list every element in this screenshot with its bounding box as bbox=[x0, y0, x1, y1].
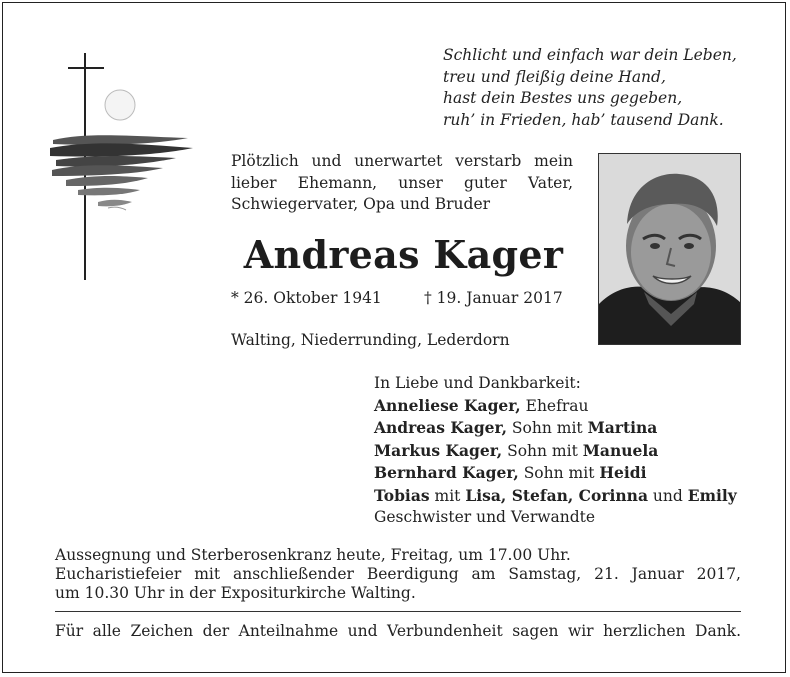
mourner-text: Lisa, Stefan, Corinna bbox=[465, 485, 648, 505]
service-line: um 10.30 Uhr in der Expositurkirche Walting. bbox=[55, 584, 416, 602]
death-date: † 19. Januar 2017 bbox=[424, 289, 563, 307]
poem-line: Schlicht und einfach war dein Leben, bbox=[443, 46, 737, 64]
mourner-text: Heidi bbox=[599, 463, 647, 482]
mourner-text: mit bbox=[429, 486, 466, 505]
mourner-text: und bbox=[648, 486, 688, 505]
places: Walting, Niederrunding, Lederdorn bbox=[231, 331, 510, 349]
obituary-card bbox=[2, 2, 786, 673]
mourner-text: Ehefrau bbox=[520, 396, 589, 415]
mourner-line bbox=[374, 507, 744, 529]
mourner-line bbox=[374, 462, 744, 485]
mourner-text: Sohn mit bbox=[518, 464, 600, 482]
mourner-text: Sohn mit bbox=[506, 419, 588, 437]
deceased-name: Andreas Kager bbox=[243, 232, 564, 277]
mourners-heading: In Liebe und Dankbarkeit: bbox=[374, 374, 581, 392]
mourner-text: Martina bbox=[587, 418, 658, 437]
intro-line: Schwiegervater, Opa und Bruder bbox=[231, 195, 491, 213]
mourner-text: Emily bbox=[687, 485, 737, 505]
birth-date: * 26. Oktober 1941 bbox=[231, 289, 382, 307]
poem-line: ruh’ in Frieden, hab’ tausend Dank. bbox=[443, 110, 724, 129]
service-details bbox=[55, 546, 741, 603]
portrait-image bbox=[599, 154, 741, 345]
cross-landscape-drawing bbox=[48, 48, 208, 283]
mourner-line bbox=[374, 395, 744, 418]
mourner-text: Anneliese Kager, bbox=[374, 395, 521, 415]
mourner-text: Sohn mit bbox=[502, 441, 583, 460]
poem-line: treu und fleißig deine Hand, bbox=[443, 67, 666, 86]
poem bbox=[443, 45, 763, 131]
mourner-text: Tobias bbox=[374, 485, 430, 505]
mourner-line bbox=[374, 440, 744, 463]
mourner-text: Markus Kager, bbox=[374, 440, 503, 460]
service-line: Eucharistiefeier mit anschließender Beerdigung am Samstag, 21. Januar 2017, bbox=[55, 565, 741, 583]
service-line: Aussegnung und Sterberosenkranz heute, Freitag, um 17.00 Uhr. bbox=[55, 546, 571, 564]
intro-line: Plötzlich und unerwartet verstarb mein bbox=[231, 152, 573, 170]
portrait-photo bbox=[598, 153, 741, 345]
mourner-text: Bernhard Kager, bbox=[374, 463, 519, 482]
mourner-text: Andreas Kager, bbox=[374, 418, 507, 437]
mourners-list bbox=[374, 373, 744, 529]
intro-text bbox=[231, 151, 573, 216]
thanks-line: Für alle Zeichen der Anteilnahme und Verbundenheit sagen wir herzlichen Dank. bbox=[55, 622, 741, 640]
divider bbox=[55, 611, 741, 612]
mourner-line bbox=[374, 417, 744, 440]
mourner-text: Geschwister und Verwandte bbox=[374, 508, 596, 526]
mourner-line bbox=[374, 485, 744, 508]
mourner-text: Manuela bbox=[582, 440, 659, 460]
intro-line: lieber Ehemann, unser guter Vater, bbox=[231, 173, 573, 192]
poem-line: hast dein Bestes uns gegeben, bbox=[443, 89, 683, 107]
life-dates bbox=[231, 288, 563, 308]
